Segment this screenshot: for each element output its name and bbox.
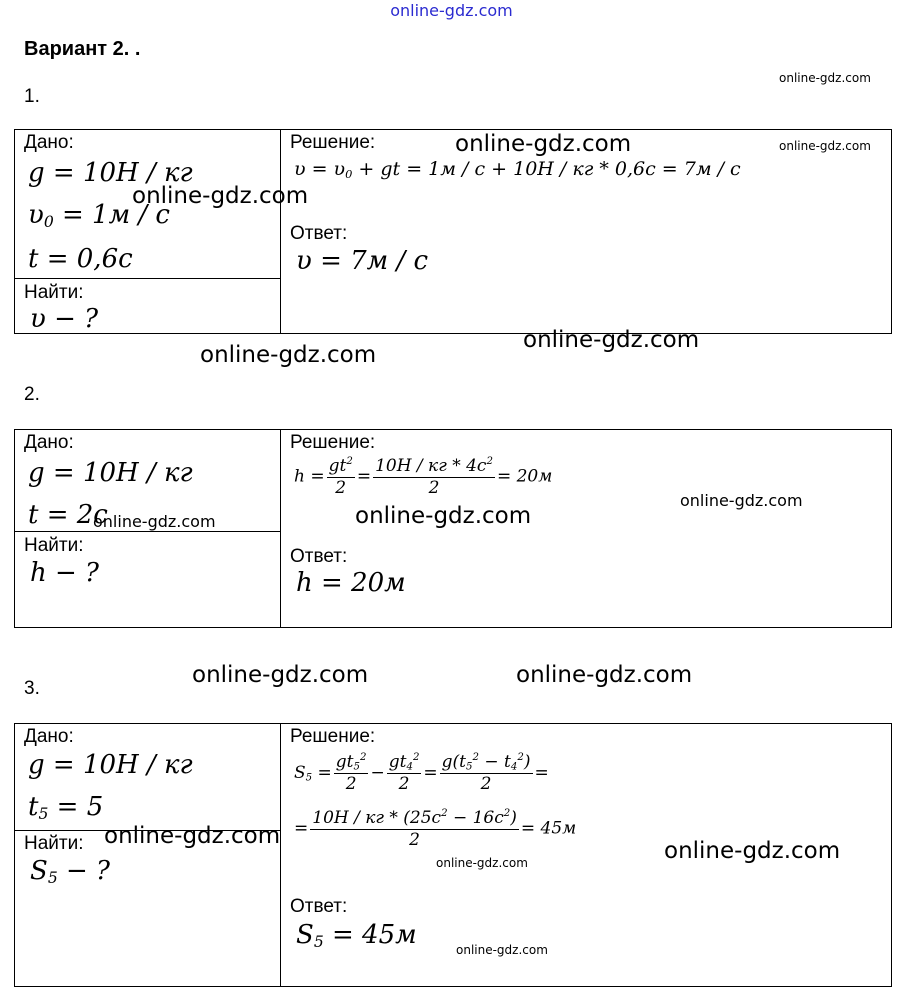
watermark: online-gdz.com xyxy=(436,856,528,870)
given-t: t = 2с xyxy=(28,500,108,530)
watermark: online-gdz.com xyxy=(355,503,532,529)
watermark: online-gdz.com xyxy=(192,662,369,688)
given-label: Дано: xyxy=(24,432,74,453)
table-divider xyxy=(14,531,280,532)
solution-formula-line1: $S_5$ = $\frac{gt_5^2}{2}$ − $\frac{gt_4^2}{2}$ = $\frac{g(t_5^2 - t_4^2)}{2}$ = xyxy=(294,752,549,795)
find-label: Найти: xyxy=(24,833,84,854)
answer-label: Ответ: xyxy=(290,896,348,917)
given-label: Дано: xyxy=(24,132,74,153)
problem-number: 3. xyxy=(24,678,40,699)
find-value: h − ? xyxy=(30,558,99,588)
watermark: online-gdz.com xyxy=(456,943,548,957)
answer-value: h = 20м xyxy=(296,568,406,598)
given-t5: $t_5 = 5$ xyxy=(28,792,104,823)
answer-label: Ответ: xyxy=(290,546,348,567)
solution-formula-line2: = $\frac{10Н / кг * (25с^2 - 16с^2)}{2}$ = 45м xyxy=(294,808,577,850)
solution-label: Решение: xyxy=(290,432,376,453)
watermark: online-gdz.com xyxy=(455,131,632,157)
find-label: Найти: xyxy=(24,282,84,303)
watermark: online-gdz.com xyxy=(680,491,803,510)
find-value: υ − ? xyxy=(30,304,99,334)
given-t: t = 0,6с xyxy=(28,244,133,274)
problem-number: 2. xyxy=(24,384,40,405)
table-divider xyxy=(14,278,280,279)
page-title: Вариант 2. . xyxy=(24,38,141,60)
solution-formula: h = $\frac{gt^2}{2}$ = $\frac{10Н / кг * 4с^2}{2}$ = 20м xyxy=(294,456,553,498)
given-g: g = 10Н / кг xyxy=(28,458,193,488)
answer-value: υ = 7м / с xyxy=(296,246,429,276)
watermark: online-gdz.com xyxy=(779,71,871,85)
top-watermark: online-gdz.com xyxy=(390,1,513,20)
table-divider xyxy=(280,723,281,987)
watermark: online-gdz.com xyxy=(523,327,700,353)
find-label: Найти: xyxy=(24,535,84,556)
watermark: online-gdz.com xyxy=(200,342,377,368)
find-value: $S_5$ − ? xyxy=(30,856,110,887)
given-g: g = 10Н / кг xyxy=(28,750,193,780)
answer-value: $S_5 = 45м$ xyxy=(296,920,417,951)
watermark: online-gdz.com xyxy=(93,512,216,531)
table-divider xyxy=(280,129,281,334)
watermark: online-gdz.com xyxy=(664,838,841,864)
watermark: online-gdz.com xyxy=(104,823,281,849)
given-g: g = 10Н / кг xyxy=(28,158,193,188)
given-v0: $\upsilon_0 = 1м / с$ xyxy=(28,200,170,231)
watermark: online-gdz.com xyxy=(779,139,871,153)
given-label: Дано: xyxy=(24,726,74,747)
answer-label: Ответ: xyxy=(290,223,348,244)
watermark: online-gdz.com xyxy=(516,662,693,688)
solution-formula: $\upsilon = \upsilon_0$ + gt = 1м / с + 10Н / кг * 0,6с = 7м / с xyxy=(294,158,741,181)
solution-label: Решение: xyxy=(290,726,376,747)
table-divider xyxy=(280,429,281,628)
problem-number: 1. xyxy=(24,86,40,107)
solution-label: Решение: xyxy=(290,132,376,153)
watermark: online-gdz.com xyxy=(132,183,309,209)
